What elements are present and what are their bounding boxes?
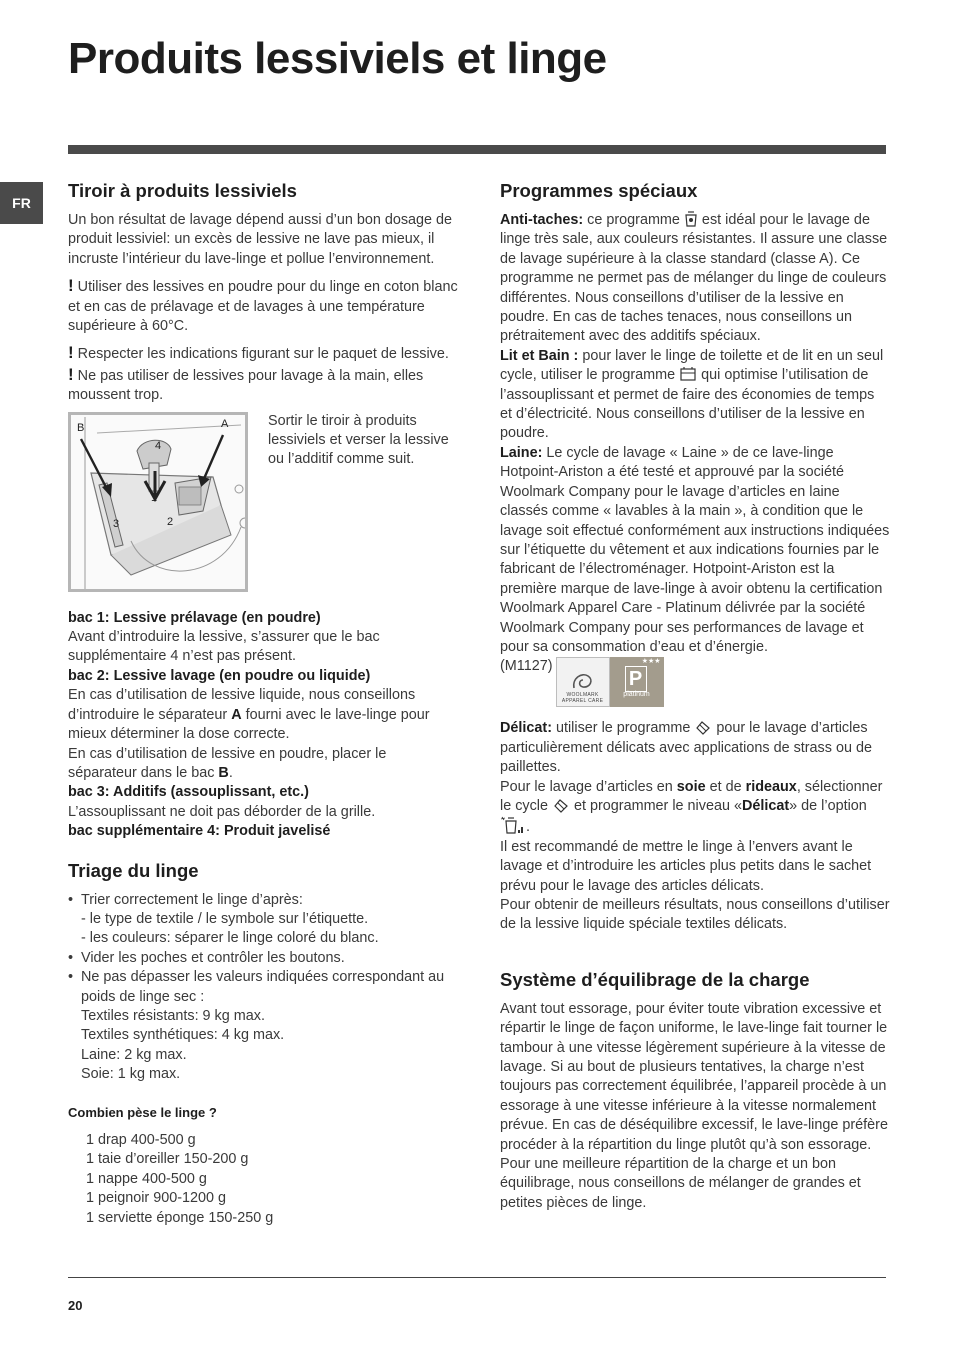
bac4-title: bac supplémentaire 4: Produit javelisé [68,823,331,840]
list-item: 1 taie d’oreiller 150-200 g [86,1151,249,1168]
bac3-text: L’assouplissant ne doit pas déborder de la grille. [68,803,376,820]
left-column [68,180,458,1228]
woolmark-row [500,657,890,707]
warning-3: ! Ne pas utiliser de lessives pour lavage à la main, elles moussent trop. [68,364,424,404]
warning-mark: ! [68,343,74,363]
warning-1: ! Utiliser des lessives en poudre pour du linge en coton blanc et en cas de prélavage et de lavages à une température supérieure à 60°C. [68,276,458,335]
bac3-title: bac 3: Additifs (assouplissant, etc.) [68,784,309,801]
list-item: 1 serviette éponge 150-250 g [86,1209,274,1226]
section-heading-triage: Triage du linge [68,859,199,881]
section-heading-equilibrage: Système d’équilibrage de la charge [500,968,810,990]
equilibrage-paragraph: Avant tout essorage, pour éviter toute vibration excessive et répartir le linge de façon uniforme, le lave-linge fait tourner le tambour à une vitesse légèrement supérieure à la vitesse de lavage. Si au bout de plusieurs tentatives, la charge n’est toujours pas correctement équilibrée, l’appareil procède à un essorage à une vitesse inférieure à la vitesse normalement prévue. En cas de déséquilibre excessif, le lave-linge préfère procéder à la répartition du linge plutôt qu’à son essorage. Pour une meilleure répartition de la charge et un bon équilibrage, nous conseillons de mélanger de grandes et petites pièces de linge. [500,1000,888,1211]
bac2-text: En cas d’utilisation de lessive liquide, nous conseillons d’introduire le séparateur A fourni avec le lave-linge pour mieux déterminer la dose correcte. [68,687,430,743]
weights-heading: Combien pèse le linge ? [68,1104,217,1120]
anti-taches-paragraph: Anti-taches: ce programme est idéal pour le lavage de linge très sale, aux couleurs résistantes. Il assure une classe de lavage supérieure à la classe standard (classe A). Ce programme ne permet pas de mélanger du linge de couleurs différentes. Nous conseillons d’utiliser de la lessive en poudre. En cas de taches tenaces, nous conseillons un prétraitement avec des additifs spéciaux. [500,212,888,345]
page-title: Produits lessiviels et linge [68,34,607,83]
weights-list [68,1131,458,1228]
stain-program-icon [684,211,698,227]
resultats-paragraph: Pour obtenir de meilleurs résultats, nous conseillons d’utiliser de la lessive liquide spéciale textiles délicats. [500,897,890,933]
delicate-cycle-icon [552,797,570,813]
figure-label-4: 4 [155,439,162,452]
bac2-text-powder: En cas d’utilisation de lessive en poudre, placer le séparateur dans le bac B. [68,745,387,781]
woolmark-logo: WOOLMARK APPAREL CARE [556,657,610,707]
bac2-title: bac 2: Lessive lavage (en poudre ou liquide) [68,667,371,684]
envers-paragraph: Il est recommandé de mettre le linge à l’envers avant le lavage et d’introduire les articles plus petits dans le sachet prévu pour le lavage des articles délicats. [500,838,872,894]
list-item: 1 drap 400-500 g [86,1132,196,1148]
list-item: 1 nappe 400-500 g [86,1170,207,1187]
language-tab: FR [0,182,43,224]
figure-label-2: 2 [167,515,174,528]
delicat-paragraph: Délicat: utiliser le programme pour le lavage d’articles particulièrement délicats avec applications de strass ou de paillettes. [500,720,872,776]
stain-level-option-icon [500,816,526,834]
woolmark-swirl-icon [570,670,596,692]
detergent-drawer-drawing [71,415,245,589]
section-heading-programmes: Programmes spéciaux [500,180,698,201]
woolmark-platinum-badge [556,657,664,707]
warning-mark: ! [68,276,74,296]
right-column [500,180,890,1213]
list-item: • Vider les poches et contrôler les boutons. [68,949,458,968]
figure-label-a: A [221,417,229,430]
page-number: 20 [68,1298,83,1313]
platinum-p-mark: P [625,666,647,692]
triage-list [68,891,458,1085]
warning-mark: ! [68,364,74,384]
list-item: • Trier correctement le linge d’après: - le type de textile / le symbole sur l’étiquette. - les couleurs: séparer le linge coloré du blanc. [68,891,458,949]
drawer-figure-row [68,412,458,592]
platinum-label: platinum [623,690,650,698]
bac1-text: Avant d’introduire la lessive, s’assurer que le bac supplémentaire 4 n’est pas présent. [68,629,380,665]
list-item: 1 peignoir 900-1200 g [86,1190,227,1207]
soie-paragraph: Pour le lavage d’articles en soie et de rideaux, sélectionner le cycle et programmer le niveau «Délicat» de l’option . [500,778,883,836]
list-item: • Ne pas dépasser les valeurs indiquées correspondant au poids de linge sec : Textiles résistants: 9 kg max. Textiles synthétiques: 4 kg max. Laine: 2 kg max. Soie: 1 kg max. [68,968,458,1084]
tiroir-intro: Un bon résultat de lavage dépend aussi d’un bon dosage de produit lessiviel: un excès de lessive ne lave pas mieux, il incruste l’intérieur du lave-linge et pollue l’environnement. [68,212,453,267]
section-heading-tiroir: Tiroir à produits lessiviels [68,180,297,201]
laine-paragraph: Laine: Le cycle de lavage « Laine » de ce lave-linge Hotpoint-Ariston a été testé et approuvé par la société Woolmark Company pour le lavage d’articles en laine classés comme « lavables à la main », à condition que le lavage soit effectué conformément aux instructions indiquées sur l’étiquette du vêtement et aux indications fournies par le fabricant de l’électroménager. Hotpoint-Ariston est la première marque de lave-linge à avoir obtenu la certification Woolmark Apparel Care - Platinum délivrée par la société Woolmark Company pour ses performances de lavage et pour sa consommation d’eau et d’énergie. [500,444,890,655]
warning-2: ! Respecter les indications figurant sur le paquet de lessive. [68,343,449,363]
delicate-program-icon [694,719,712,735]
figure-label-1: 1 [151,491,158,504]
woolmark-code: (M1127) [500,658,553,675]
platinum-logo [610,657,664,707]
lit-bain-paragraph: Lit et Bain : pour laver le linge de toilette et de lit en un seul cycle, utiliser le programme qui optimise l’utilisation de l’assouplissant et permet de faire des économies de temps et d’électricité. Nous conseillons d’utiliser de la lessive en poudre. [500,347,884,442]
bed-bath-program-icon [679,366,697,382]
bac1-title: bac 1: Lessive prélavage (en poudre) [68,609,321,626]
figure-caption: Sortir le tiroir à produits lessiviels et verser la lessive ou l’additif comme suit. [268,412,449,468]
detergent-drawer-illustration [68,412,248,592]
title-rule [68,145,886,154]
footer-rule [68,1277,886,1278]
platinum-stars: ★★★ [641,658,661,666]
figure-label-3: 3 [113,517,120,530]
figure-label-b: B [77,421,85,434]
